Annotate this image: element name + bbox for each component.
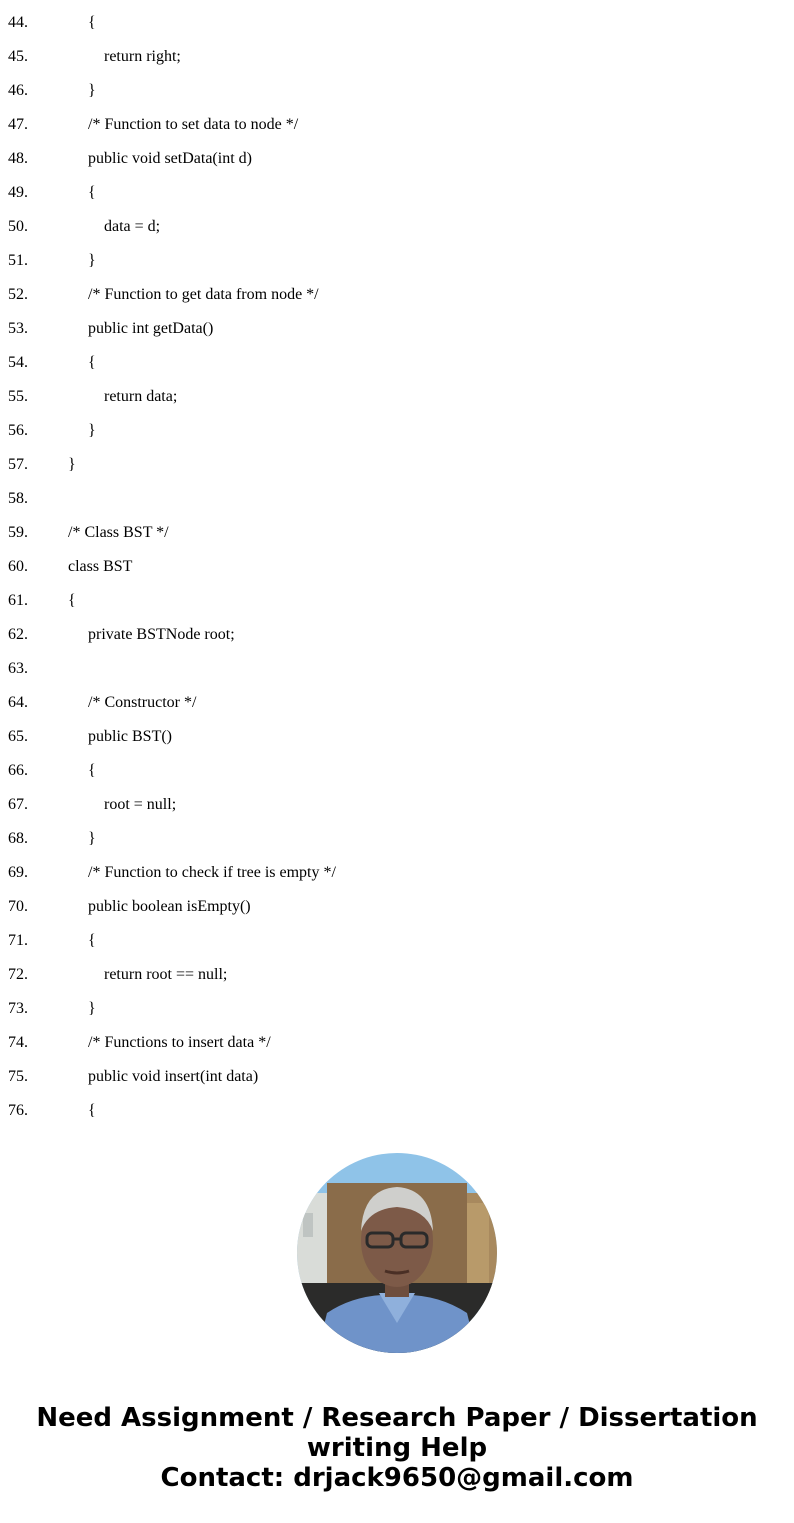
code-line (0, 1026, 794, 1060)
code-line (0, 788, 794, 822)
line-number: 55. (8, 388, 28, 405)
author-photo (297, 1153, 497, 1353)
code-line (0, 108, 794, 142)
code-text: { (88, 762, 96, 779)
code-text: } (88, 422, 96, 439)
code-line (0, 312, 794, 346)
code-text: { (68, 592, 76, 609)
promo-contact-line: Contact: drjack9650@gmail.com (160, 1463, 634, 1493)
code-text: return data; (104, 388, 178, 405)
line-number: 45. (8, 48, 28, 65)
code-text: /* Function to check if tree is empty */ (88, 864, 336, 881)
line-number: 62. (8, 626, 28, 643)
code-line (0, 686, 794, 720)
code-line (0, 1094, 794, 1128)
code-line (0, 176, 794, 210)
code-line (0, 346, 794, 380)
code-line (0, 822, 794, 856)
line-number: 68. (8, 830, 28, 847)
line-number: 59. (8, 524, 28, 541)
code-line (0, 516, 794, 550)
line-number: 75. (8, 1068, 28, 1085)
code-line (0, 890, 794, 924)
promo-line-1: Need Assignment / Research Paper / Dissertation (36, 1403, 758, 1433)
code-line (0, 992, 794, 1026)
code-line (0, 924, 794, 958)
code-text: { (88, 14, 96, 31)
line-number: 54. (8, 354, 28, 371)
code-line (0, 754, 794, 788)
code-text: { (88, 932, 96, 949)
code-text: { (88, 184, 96, 201)
line-number: 60. (8, 558, 28, 575)
code-line (0, 244, 794, 278)
line-number: 71. (8, 932, 28, 949)
code-text: } (88, 82, 96, 99)
line-number: 44. (8, 14, 28, 31)
code-text: public boolean isEmpty() (88, 898, 251, 915)
code-text: return right; (104, 48, 181, 65)
code-text: /* Function to get data from node */ (88, 286, 319, 303)
line-number: 76. (8, 1102, 28, 1119)
line-number: 46. (8, 82, 28, 99)
code-text: } (88, 830, 96, 847)
code-text: } (88, 1000, 96, 1017)
code-line (0, 482, 794, 516)
code-text: return root == null; (104, 966, 228, 983)
line-number: 72. (8, 966, 28, 983)
line-number: 70. (8, 898, 28, 915)
line-number: 57. (8, 456, 28, 473)
code-line (0, 74, 794, 108)
code-text: /* Constructor */ (88, 694, 197, 711)
code-text: } (88, 252, 96, 269)
line-number: 48. (8, 150, 28, 167)
code-line (0, 618, 794, 652)
code-line (0, 210, 794, 244)
line-number: 53. (8, 320, 28, 337)
line-number: 63. (8, 660, 28, 677)
code-text: class BST (68, 558, 133, 575)
code-text: public int getData() (88, 320, 214, 337)
code-text: /* Class BST */ (68, 524, 169, 541)
code-text: public BST() (88, 728, 172, 745)
code-text: root = null; (104, 796, 177, 813)
code-line (0, 278, 794, 312)
code-text: data = d; (104, 218, 161, 235)
code-listing (0, 6, 794, 1128)
line-number: 67. (8, 796, 28, 813)
line-number: 74. (8, 1034, 28, 1051)
code-line (0, 720, 794, 754)
line-number: 50. (8, 218, 28, 235)
line-number: 51. (8, 252, 28, 269)
code-text: private BSTNode root; (88, 626, 235, 643)
code-line (0, 1060, 794, 1094)
author-portrait-icon (297, 1153, 497, 1353)
line-number: 52. (8, 286, 28, 303)
line-number: 61. (8, 592, 28, 609)
line-number: 47. (8, 116, 28, 133)
line-number: 69. (8, 864, 28, 881)
code-text: } (68, 456, 76, 473)
code-text: /* Functions to insert data */ (88, 1034, 271, 1051)
promo-line-2: writing Help (306, 1433, 488, 1463)
line-number: 65. (8, 728, 28, 745)
code-text: public void insert(int data) (88, 1068, 259, 1085)
code-line (0, 652, 794, 686)
code-line (0, 40, 794, 74)
code-line (0, 414, 794, 448)
code-line (0, 550, 794, 584)
code-line (0, 380, 794, 414)
code-text: /* Function to set data to node */ (88, 116, 299, 133)
promo-banner (0, 1403, 794, 1493)
line-number: 56. (8, 422, 28, 439)
line-number: 49. (8, 184, 28, 201)
line-number: 64. (8, 694, 28, 711)
line-number: 73. (8, 1000, 28, 1017)
code-line (0, 856, 794, 890)
code-line (0, 958, 794, 992)
code-line (0, 584, 794, 618)
line-number: 66. (8, 762, 28, 779)
code-line (0, 142, 794, 176)
code-line (0, 6, 794, 40)
code-line (0, 448, 794, 482)
code-text: public void setData(int d) (88, 150, 252, 167)
line-number: 58. (8, 490, 28, 507)
code-text: { (88, 1102, 96, 1119)
code-text: { (88, 354, 96, 371)
